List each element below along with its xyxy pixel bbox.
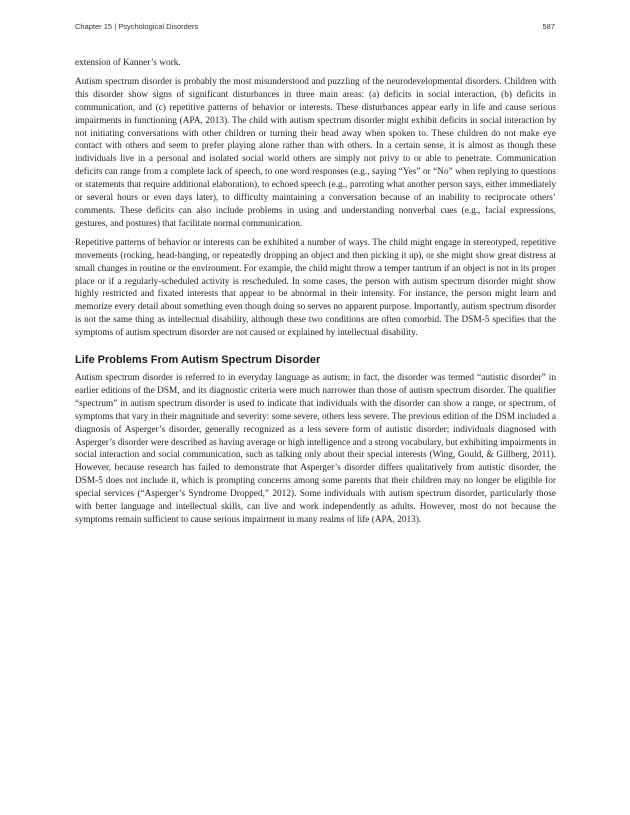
section-heading: Life Problems From Autism Spectrum Disorder	[75, 354, 321, 367]
paragraph-repetitive-patterns: Repetitive patterns of behavior or interests can be exhibited a number of ways. The child might engage in stereotyped, repetitive movements (rocking, head-banging, or repeatedly dropping an object and then picking it up), or she might show great distress at small changes in routine or the environment. For example, the child might throw a temper tantrum if an object is not in its proper place or if a regularly-scheduled activity is rescheduled. In some cases, the person with autism spectrum disorder might show highly restricted and fixated interests that appear to be abnormal in their intensity. For instance, the person might learn and memorize every detail about something even though doing so serves no apparent purpose. Importantly, autism spectrum disorder is not the same thing as intellectual disability, although these two conditions are often comorbid. The DSM-5 specifies that the symptoms of autism spectrum disorder are not caused or explained by intellectual disability.	[75, 237, 556, 339]
chapter-label: Chapter 15 | Psychological Disorders	[75, 22, 199, 31]
running-header	[75, 22, 555, 34]
page-number: 587	[542, 22, 555, 31]
continuation-paragraph: extension of Kanner’s work.	[75, 58, 181, 68]
paragraph-autism-overview: Autism spectrum disorder is probably the most misunderstood and puzzling of the neurodevelopmental disorders. Children with this disorder show signs of significant disturbances in three main areas: (a) deficits in social interaction, (b) deficits in communication, and (c) repetitive patterns of behavior or interests. These disturbances appear early in life and cause serious impairments in functioning (APA, 2013). The child with autism spectrum disorder might exhibit deficits in social interaction by not initiating conversations with other children or turning their head away when spoken to. These children do not make eye contact with others and seem to prefer playing alone rather than with others. In a certain sense, it is almost as though these individuals live in a personal and isolated social world others are simply not privy to or able to penetrate. Communication deficits can range from a complete lack of speech, to one word responses (e.g., saying “Yes” or “No” when replying to questions or statements that require additional elaboration), to echoed speech (e.g., parroting what another person says, either immediately or several hours or even days later), to difficulty maintaining a conversation because of an inability to reciprocate others’ comments. These deficits can also include problems in using and understanding nonverbal cues (e.g., facial expressions, gestures, and postures) that facilitate normal communication.	[75, 76, 556, 229]
page-content	[75, 57, 556, 533]
paragraph-life-problems: Autism spectrum disorder is referred to in everyday language as autism; in fact, the disorder was termed “autistic disorder” in earlier editions of the DSM, and its diagnostic criteria were much narrower than those of autism spectrum disorder. The qualifier “spectrum” in autism spectrum disorder is used to indicate that individuals with the disorder can show a range, or spectrum, of symptoms that vary in their magnitude and severity: some severe, others less severe. The previous edition of the DSM included a diagnosis of Asperger’s disorder, generally recognized as a less severe form of autistic disorder; individuals diagnosed with Asperger’s disorder were described as having average or high intelligence and a strong vocabulary, but exhibiting impairments in social interaction and social communication, such as talking only about their special interests (Wing, Gould, & Gillberg, 2011). However, because research has failed to demonstrate that Asperger’s disorder differs qualitatively from autistic disorder, the DSM-5 does not include it, which is prompting concerns among some parents that their children may no longer be eligible for special services (“Asperger’s Syndrome Dropped,” 2012). Some individuals with autism spectrum disorder, particularly those with better language and intellectual skills, can live and work independently as adults. However, most do not because the symptoms remain sufficient to cause serious impairment in many realms of life (APA, 2013).	[75, 373, 556, 525]
